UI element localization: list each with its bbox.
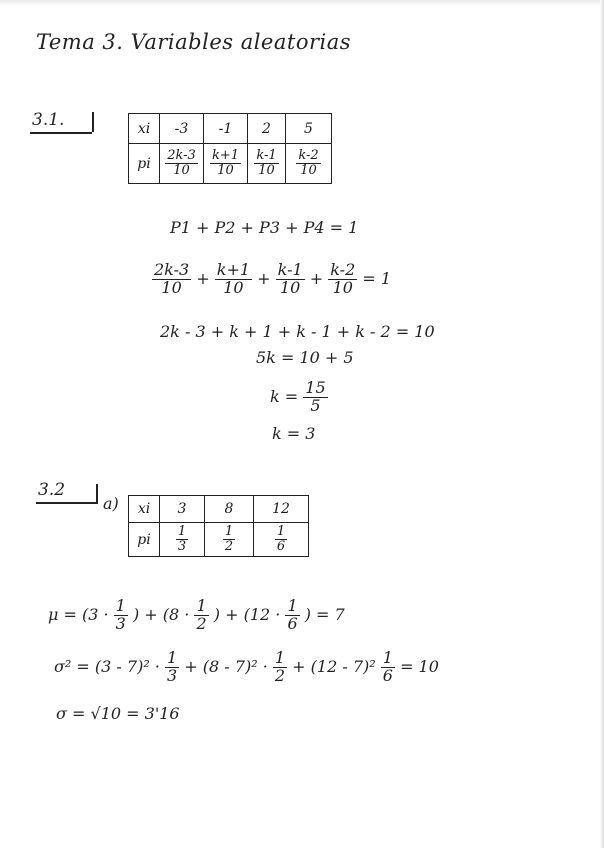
p-denominator: 6 bbox=[276, 539, 286, 554]
section-label-3-2: 3.2 bbox=[38, 480, 66, 500]
p-value bbox=[286, 144, 332, 184]
denominator: 3 bbox=[167, 665, 178, 685]
denominator: 2 bbox=[196, 613, 207, 633]
section-underline bbox=[30, 132, 92, 134]
denominator: 5 bbox=[310, 395, 321, 415]
denominator: 10 bbox=[223, 277, 244, 297]
x-value: 8 bbox=[205, 496, 254, 523]
section-bracket bbox=[92, 112, 94, 132]
plus-sign: + bbox=[309, 268, 324, 288]
numerator: 1 bbox=[382, 648, 393, 667]
variance-term: + (8 - 7)² · bbox=[184, 656, 268, 676]
numerator: 1 bbox=[196, 596, 207, 615]
p-numerator: k+1 bbox=[211, 148, 240, 164]
p-denominator: 10 bbox=[258, 163, 275, 178]
x-value: -1 bbox=[204, 114, 248, 144]
p-value bbox=[254, 523, 309, 557]
numerator: 1 bbox=[287, 596, 298, 615]
scan-edge bbox=[600, 0, 604, 848]
p-denominator: 3 bbox=[177, 539, 187, 554]
numerator: k-1 bbox=[277, 260, 303, 279]
denominator: 6 bbox=[287, 613, 298, 633]
p-denominator: 10 bbox=[300, 163, 317, 178]
part-label: a) bbox=[103, 494, 119, 513]
variance-lhs: σ² = (3 - 7)² · bbox=[54, 656, 160, 676]
x-value: 5 bbox=[286, 114, 332, 144]
p-value bbox=[205, 523, 254, 557]
page-title: Tema 3. Variables aleatorias bbox=[36, 30, 352, 54]
plus-sign: + bbox=[257, 268, 271, 288]
numerator: 2k-3 bbox=[154, 260, 190, 279]
p-numerator: 2k-3 bbox=[167, 148, 196, 164]
plus-sign: + bbox=[196, 268, 210, 288]
x-value: -3 bbox=[160, 114, 204, 144]
x-value: 2 bbox=[248, 114, 286, 144]
equation-5k: 5k = 10 + 5 bbox=[256, 348, 354, 367]
p-numerator: 1 bbox=[177, 524, 187, 540]
equation-rhs: = 1 bbox=[362, 268, 392, 288]
equation-k-fraction bbox=[270, 380, 328, 415]
section-label-3-1: 3.1. bbox=[32, 110, 65, 130]
p-value bbox=[248, 144, 286, 184]
equation-std-dev: σ = √10 = 3'16 bbox=[56, 704, 180, 723]
p-denominator: 2 bbox=[224, 539, 234, 554]
p-value bbox=[204, 144, 248, 184]
p-header: pi bbox=[129, 523, 160, 557]
p-numerator: 1 bbox=[224, 524, 234, 540]
equation-fraction-sum bbox=[152, 262, 391, 297]
x-header: xi bbox=[129, 496, 160, 523]
numerator: 1 bbox=[115, 596, 126, 615]
equation-variance bbox=[54, 650, 439, 685]
section-underline bbox=[36, 502, 96, 504]
numerator: k-2 bbox=[330, 260, 356, 279]
denominator: 10 bbox=[161, 277, 182, 297]
equation-k-result: k = 3 bbox=[272, 424, 316, 443]
x-value: 3 bbox=[160, 496, 205, 523]
denominator: 6 bbox=[382, 665, 393, 685]
equation-mean bbox=[48, 598, 345, 633]
section-bracket bbox=[96, 484, 98, 504]
distribution-table-3-2 bbox=[128, 495, 309, 557]
denominator: 10 bbox=[279, 277, 301, 297]
scan-edge bbox=[0, 0, 604, 6]
p-numerator: k-2 bbox=[298, 148, 319, 164]
p-denominator: 10 bbox=[173, 163, 190, 178]
x-value: 12 bbox=[254, 496, 309, 523]
numerator: 1 bbox=[167, 648, 178, 667]
equation-expanded: 2k - 3 + k + 1 + k - 1 + k - 2 = 10 bbox=[160, 322, 435, 341]
denominator: 3 bbox=[115, 613, 126, 633]
numerator: k+1 bbox=[216, 260, 251, 279]
denominator: 10 bbox=[332, 277, 353, 297]
mean-term: ) + (8 · bbox=[132, 604, 190, 624]
numerator: 1 bbox=[274, 648, 286, 667]
equation-sum-probabilities: P1 + P2 + P3 + P4 = 1 bbox=[170, 218, 359, 237]
variance-term: + (12 - 7)² bbox=[292, 656, 376, 676]
p-denominator: 10 bbox=[217, 163, 234, 178]
p-value bbox=[160, 144, 204, 184]
denominator: 2 bbox=[274, 665, 286, 685]
p-numerator: 1 bbox=[276, 524, 286, 540]
p-numerator: k-1 bbox=[256, 148, 277, 164]
equation-lhs: k = bbox=[270, 386, 299, 406]
mean-lhs: μ = (3 · bbox=[48, 604, 109, 624]
mean-rhs: ) = 7 bbox=[304, 604, 345, 624]
numerator: 15 bbox=[305, 378, 326, 397]
variance-rhs: = 10 bbox=[400, 656, 439, 676]
p-value bbox=[160, 523, 205, 557]
x-header: xi bbox=[129, 114, 160, 144]
distribution-table-3-1 bbox=[128, 113, 332, 184]
mean-term: ) + (12 · bbox=[213, 604, 281, 624]
p-header: pi bbox=[129, 144, 160, 184]
